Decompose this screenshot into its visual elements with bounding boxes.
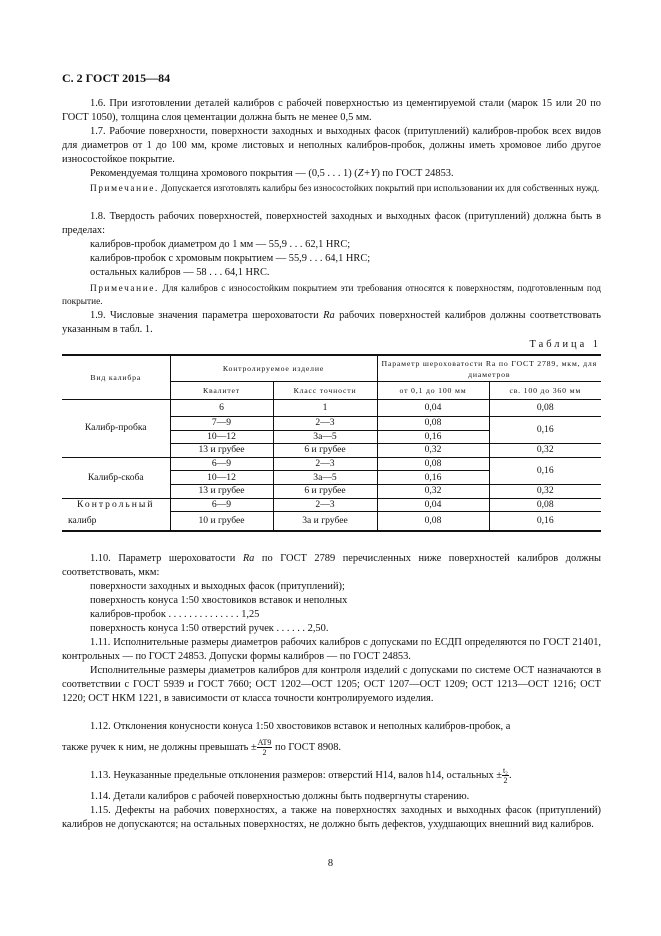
cell-kvalitet: 10—12 [170,471,273,485]
cell-ra-1: 0,16 [377,430,489,444]
cell-kvalitet: 13 и грубее [170,444,273,458]
th-kvalitet: Квалитет [170,382,273,400]
roughness-table [62,354,601,532]
cell-ra-2: 0,16 [489,417,601,444]
roughness-line-2: поверхность конуса 1:50 хвостовиков вставок и неполных [90,595,348,606]
th-vid: Вид калибра [62,355,170,400]
th-param: Параметр шероховатости Ra по ГОСТ 2789, мкм, для диаметров [377,355,601,382]
paragraph-1-7: 1.7. Рабочие поверхности, поверхности заходных и выходных фасок (притуплений) калибров-пробок всех видов для диаметров от 1 до 100 мм, кроме листовых и неполных калибров-пробок, должны иметь хромовое либо другое износостойкое покрытие. [62,126,601,165]
cell-ra-1: 0,32 [377,484,489,498]
th-d1: от 0,1 до 100 мм [377,382,489,400]
roughness-line-4: поверхность конуса 1:50 отверстий ручек . . . . . . 2,50. [90,623,329,634]
cell-kvalitet: 7—9 [170,417,273,431]
paragraph-1-15: 1.15. Дефекты на рабочих поверхностях, а также на поверхностях заходных и выходных фасок (притуплений) калибров не допускаются; на остальных поверхностях, не должно быть дефектов, ухудшающих внешний вид калибров. [62,805,601,830]
page-number: 8 [327,858,334,869]
hardness-line-3: остальных калибров — 58 . . . 64,1 HRC. [90,267,270,278]
hardness-line-2: калибров-пробок с хромовым покрытием — 55,9 . . . 64,1 HRC; [90,253,371,264]
cell-ra-2: 0,16 [489,512,601,531]
cell-klass: 3а и грубее [273,512,377,531]
cell-klass: 3а—5 [273,471,377,485]
paragraph-1-12-formula: также ручек к ним, не должны превышать ± $\frac{AT9}{2}$ по ГОСТ 8908. [62,738,342,758]
cell-klass: 6 и грубее [273,484,377,498]
cell-ra-1: 0,04 [377,400,489,417]
group-kontrolny-line2: калибр [68,514,97,526]
group-kalibr-skoba: Калибр-скоба [62,457,170,498]
th-d2: св. 100 до 360 мм [489,382,601,400]
cell-ra-1: 0,32 [377,444,489,458]
paragraph-1-9: 1.9. Числовые значения параметра шероховатости Ra рабочих поверхностей калибров должны соответствовать указанным в табл. 1. [62,310,601,335]
cell-klass: 2—3 [273,457,377,471]
paragraph-1-10: 1.10. Параметр шероховатости Ra по ГОСТ 2789 перечисленных ниже поверхностей калибров должны соответствовать, мкм: [62,553,601,578]
table-caption: Таблица 1 [529,339,601,350]
cell-klass: 6 и грубее [273,444,377,458]
cell-klass: 2—3 [273,498,377,512]
paragraph-1-12: 1.12. Отклонения конусности конуса 1:50 хвостовиков вставок и неполных калибров-пробок, а [90,721,511,732]
cell-ra-1: 0,04 [377,498,489,512]
page-header: С. 2 ГОСТ 2015—84 [62,71,171,85]
note-2: Примечание. Для калибров с износостойким покрытием эти требования относятся к поверхностям, подготовленным под покрытие. [62,284,601,307]
roughness-line-3: калибров-пробок . . . . . . . . . . . . . . 1,25 [90,609,260,620]
cell-ra-2: 0,32 [489,444,601,458]
paragraph-1-11-ost: Исполнительные размеры диаметров калибров для контроля изделий с допусками по системе ОСТ назначаются в соответствии с ГОСТ 5939 и ГОСТ 7660; ОСТ 1202—ОСТ 1205; ОСТ 1207—ОСТ 1209; ОСТ 1213—ОСТ 1216; ОСТ 1220; ОСТ НКМ 1221, в зависимости от класса точности контролируемого изделия. [62,665,601,704]
cell-kvalitet: 6—9 [170,498,273,512]
cell-ra-2: 0,32 [489,484,601,498]
cell-kvalitet: 10 и грубее [170,512,273,531]
cell-ra-2: 0,08 [489,400,601,417]
cell-ra-2: 0,08 [489,498,601,512]
cell-ra-1: 0,08 [377,512,489,531]
cell-kvalitet: 13 и грубее [170,484,273,498]
paragraph-1-6: 1.6. При изготовлении деталей калибров с рабочей поверхностью из цементируемой стали (марок 15 или 20 по ГОСТ 1050), толщина слоя цементации должна быть не менее 0,5 мм. [62,98,601,123]
cell-ra-1: 0,16 [377,471,489,485]
fraction-t2: $\frac{\text{t₂}}{2}$ [502,766,508,786]
cell-kvalitet: 10—12 [170,430,273,444]
paragraph-1-8: 1.8. Твердость рабочих поверхностей, поверхностей заходных и выходных фасок (притуплений) должна быть в пределах: [62,211,601,236]
cell-kvalitet: 6—9 [170,457,273,471]
hardness-line-1: калибров-пробок диаметром до 1 мм — 55,9 . . . 62,1 HRC; [90,239,351,250]
note-1: Примечание. Допускается изготовлять калибры без износостойких покрытий при использовании их для собственных нужд. [90,184,600,194]
cell-ra-2: 0,16 [489,457,601,484]
cell-klass: 3а—5 [273,430,377,444]
paragraph-1-13: 1.13. Неуказанные предельные отклонения размеров: отверстий Н14, валов h14, остальных ± $\frac{\text{t₂}}{2}$ . [90,766,512,786]
roughness-line-1: поверхности заходных и выходных фасок (притуплений); [90,581,345,592]
th-klass: Класс точности [273,382,377,400]
cell-kvalitet: 6 [170,400,273,417]
paragraph-1-11: 1.11. Исполнительные размеры диаметров рабочих калибров с допусками по ЕСДП определяются по ГОСТ 21401, контрольных — по ГОСТ 24853. Допуски формы калибров — по ГОСТ 24853. [62,637,601,662]
cell-ra-1: 0,08 [377,417,489,431]
group-kontrolny-line1: Контрольный [76,499,155,511]
paragraph-1-7-coating: Рекомендуемая толщина хромового покрытия — (0,5 . . . 1) (Z+Y) по ГОСТ 24853. [90,168,454,179]
cell-klass: 2—3 [273,417,377,431]
paragraph-1-14: 1.14. Детали калибров с рабочей поверхностью должны быть подвергнуты старению. [90,791,470,802]
cell-ra-1: 0,08 [377,457,489,471]
cell-klass: 1 [273,400,377,417]
th-control: Контролируемое изделие [170,355,377,382]
formula-z-y: Z+Y [357,168,377,179]
group-kalibr-probka: Калибр-пробка [62,400,170,458]
fraction-at9: $\frac{AT9}{2}$ [257,738,272,758]
